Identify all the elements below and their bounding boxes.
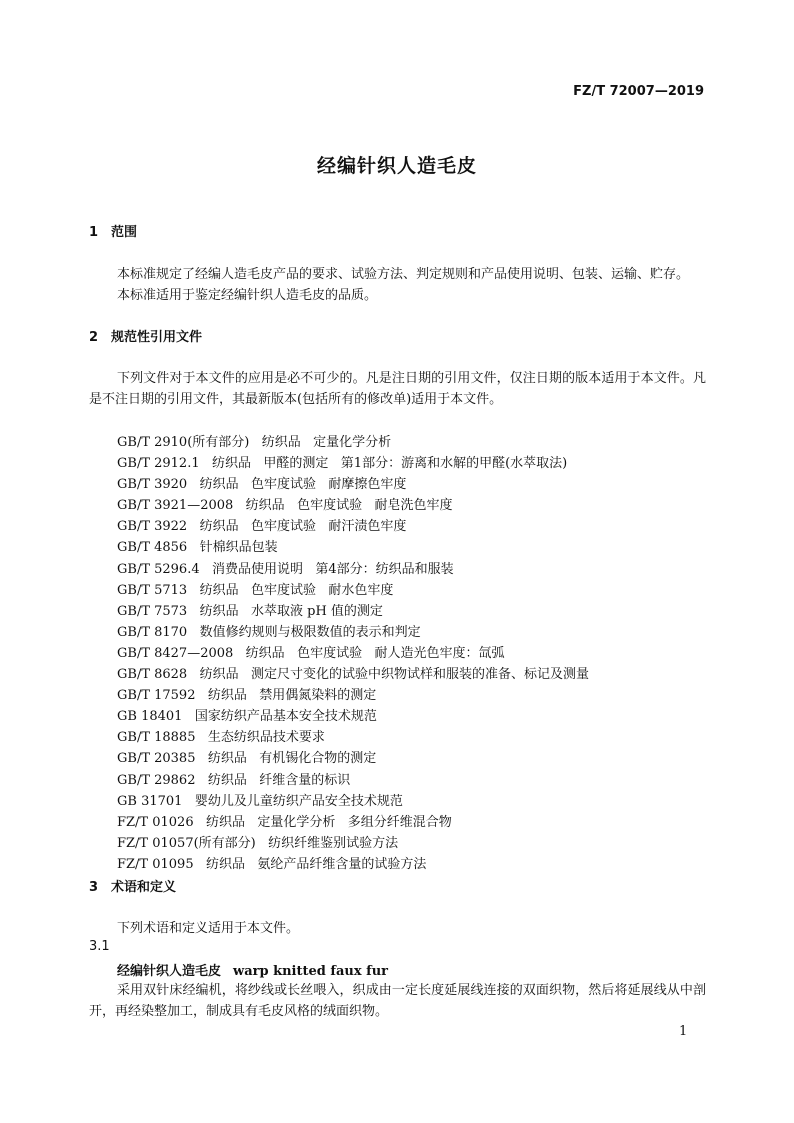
reference-item: GB/T 2910(所有部分) 纺织品 定量化学分析 (117, 435, 392, 450)
page-number: 1 (679, 1024, 688, 1039)
term-english: warp knitted faux fur (233, 964, 389, 979)
reference-item: GB/T 18885 生态纺织品技术要求 (117, 730, 325, 746)
reference-item: GB 31701 婴幼儿及儿童纺织产品安全技术规范 (117, 793, 403, 809)
term-chinese: 经编针织人造毛皮 (117, 964, 222, 979)
reference-item: GB/T 29862 纺织品 纤维含量的标识 (117, 772, 351, 788)
reference-item: FZ/T 01095 纺织品 氨纶产品纤维含量的试验方法 (117, 856, 427, 872)
section-number: 2 (89, 330, 99, 345)
reference-item: GB/T 8170 数值修约规则与极限数值的表示和判定 (117, 624, 421, 640)
reference-item: GB 18401 国家纺织产品基本安全技术规范 (117, 709, 377, 725)
paragraph: 本标准适用于鉴定经编针织人造毛皮的品质。 (117, 288, 378, 303)
section-title: 范围 (111, 225, 138, 240)
reference-item: FZ/T 01026 纺织品 定量化学分析 多组分纤维混合物 (117, 814, 452, 830)
reference-item: GB/T 7573 纺织品 水萃取液 pH 值的测定 (117, 603, 383, 619)
reference-item: GB/T 5296.4 消费品使用说明 第4部分：纺织品和服装 (117, 561, 454, 577)
reference-item: GB/T 20385 纺织品 有机锡化合物的测定 (117, 751, 377, 767)
section-title: 术语和定义 (111, 880, 177, 895)
term-heading (117, 960, 388, 979)
reference-item: GB/T 17592 纺织品 禁用偶氮染料的测定 (117, 688, 377, 704)
section-title: 规范性引用文件 (111, 330, 203, 345)
reference-item: GB/T 2912.1 纺织品 甲醛的测定 第1部分：游离和水解的甲醛(水萃取法) (117, 456, 568, 472)
reference-item: GB/T 4856 针棉织品包装 (117, 540, 278, 556)
reference-item: GB/T 3921—2008 纺织品 色牢度试验 耐皂洗色牢度 (117, 498, 453, 514)
reference-item: FZ/T 01057(所有部分) 纺织纤维鉴别试验方法 (117, 835, 399, 851)
reference-item: GB/T 5713 纺织品 色牢度试验 耐水色牢度 (117, 582, 394, 598)
section-3-heading (89, 876, 176, 895)
standard-code: FZ/T 72007—2019 (573, 84, 704, 99)
reference-item: GB/T 8628 纺织品 测定尺寸变化的试验中织物试样和服装的准备、标记及测量 (117, 667, 589, 683)
reference-list (117, 432, 589, 875)
reference-item: GB/T 8427—2008 纺织品 色牢度试验 耐人造光色牢度：氙弧 (117, 645, 505, 661)
reference-item: GB/T 3920 纺织品 色牢度试验 耐摩擦色牢度 (117, 477, 407, 493)
section-number: 1 (89, 225, 99, 240)
section-2-heading (89, 326, 202, 345)
paragraph: 本标准规定了经编人造毛皮产品的要求、试验方法、判定规则和产品使用说明、包装、运输、贮存。 (117, 267, 690, 282)
definition-paragraph: 采用双针床经编机，将纱线或长丝喂入，织成由一定长度延展线连接的双面织物，然后将延展线从中剖开，再经染整加工，制成具有毛皮风格的绒面织物。 (89, 983, 706, 1019)
document-title: 经编针织人造毛皮 (316, 155, 477, 177)
section-number: 3 (89, 880, 99, 895)
reference-item: GB/T 3922 纺织品 色牢度试验 耐汗渍色牢度 (117, 519, 407, 535)
paragraph: 下列术语和定义适用于本文件。 (117, 921, 300, 936)
section-1-heading (89, 221, 137, 240)
clause-number: 3.1 (89, 939, 110, 954)
paragraph: 下列文件对于本文件的应用是必不可少的。凡是注日期的引用文件，仅注日期的版本适用于本文件。凡是不注日期的引用文件，其最新版本(包括所有的修改单)适用于本文件。 (89, 371, 706, 407)
